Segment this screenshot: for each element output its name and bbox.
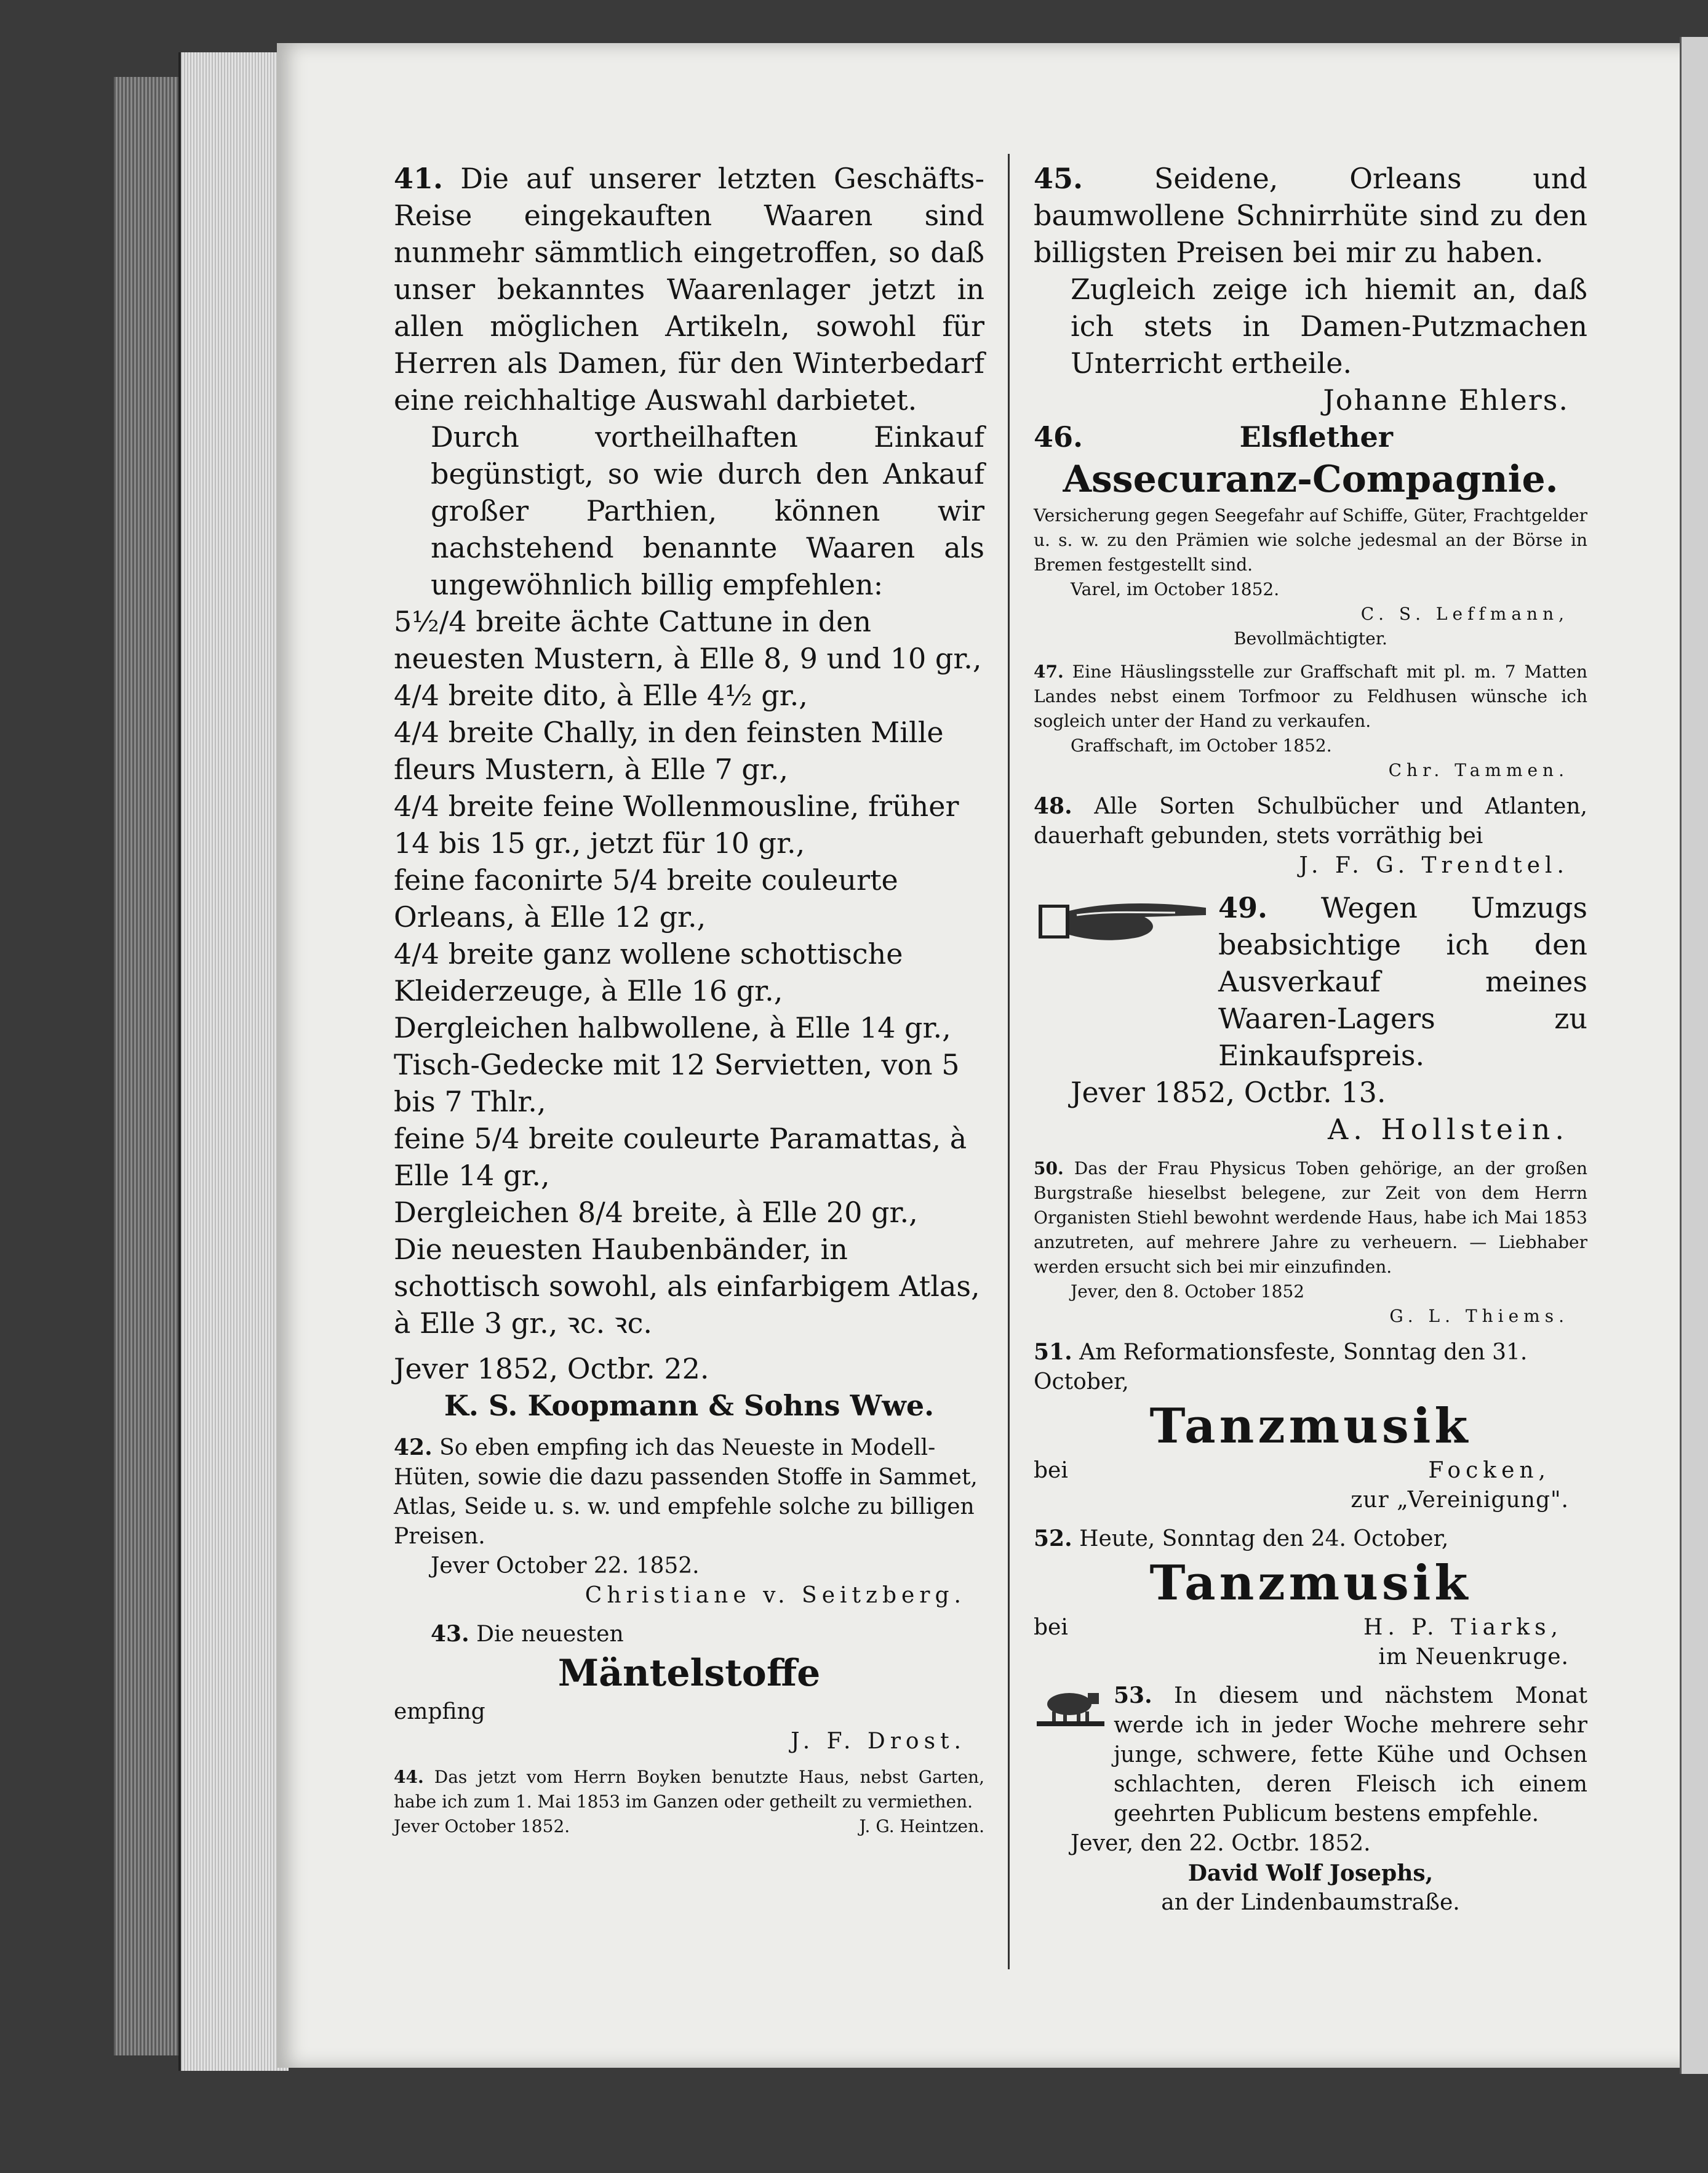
ad-signature: K. S. Koopmann & Sohns Wwe. xyxy=(444,1389,935,1422)
ad-date: Jever October 22. 1852. xyxy=(431,1553,700,1579)
ad-signature: Chr. Tammen. xyxy=(1388,760,1569,780)
ad-45 xyxy=(1034,160,1587,418)
list-item: feine faconirte 5/4 breite couleurte Orleans, à Elle 12 gr., xyxy=(394,863,898,934)
ad-44-footer xyxy=(394,1814,984,1839)
ad-43-intro xyxy=(394,1619,984,1649)
ad-45-paragraph-1 xyxy=(1034,160,1587,271)
ad-number: 51. xyxy=(1034,1339,1072,1365)
list-item: Die neuesten Haubenbänder, in schottisch sowohl, als einfarbigem Atlas, à Elle 3 gr., ꝛc. ꝛc. xyxy=(394,1233,980,1340)
ad-text: Die neuesten xyxy=(476,1622,624,1647)
ad-signature: C. S. Leffmann, xyxy=(1360,604,1569,624)
ad-53-body xyxy=(1034,1681,1587,1829)
ad-text: Wegen Umzugs beabsichtige ich den Ausverkauf meines Waaren-Lagers zu Einkaufspreis. xyxy=(1218,891,1587,1072)
ad-number: 46. xyxy=(1034,420,1083,454)
ad-number: 42. xyxy=(394,1435,433,1460)
ad-41-item-list xyxy=(394,603,984,1342)
ad-signature: J. G. Heintzen. xyxy=(859,1816,984,1836)
ad-48 xyxy=(1034,791,1587,881)
ad-date: Jever, den 22. Octbr. 1852. xyxy=(1071,1831,1371,1856)
ad-text: So eben empfing ich das Neueste in Modell-Hüten, sowie die dazu passenden Stoffe in Sammet, Atlas, Seide u. s. w. und empfehle solche zu billigen Preisen. xyxy=(394,1435,978,1549)
ad-45-paragraph-2: Zugleich zeige ich hiemit an, daß ich stets in Damen-Putzmachen Unterricht ertheile. xyxy=(1071,273,1587,380)
ad-text: Heute, Sonntag den 24. October, xyxy=(1079,1526,1449,1551)
ad-number: 43. xyxy=(431,1621,469,1647)
ad-signature: G. L. Thiems. xyxy=(1389,1306,1569,1326)
ad-number: 44. xyxy=(394,1767,424,1787)
list-item: 4/4 breite dito, à Elle 4½ gr., xyxy=(394,679,808,712)
ad-52-bei-line xyxy=(1034,1613,1587,1643)
ad-number: 53. xyxy=(1114,1683,1152,1708)
ad-date: Jever 1852, Octbr. 22. xyxy=(394,1352,709,1385)
list-item: 4/4 breite ganz wollene schottische Kleiderzeuge, à Elle 16 gr., xyxy=(394,937,903,1007)
right-column xyxy=(1034,160,1587,1918)
ad-41-paragraph-2: Durch vortheilhaften Einkauf begünstigt, so wie durch den Ankauf großer Parthien, können wir nachstehend benannte Waaren als ungewöhnlich billig empfehlen: xyxy=(431,420,984,601)
ad-number: 45. xyxy=(1034,162,1083,195)
ad-signature: Focken, xyxy=(1428,1458,1550,1483)
ad-text: In diesem und nächstem Monat werde ich in jeder Woche mehrere sehr junge, schwere, fette Kühe und Ochsen schlachten, deren Fleisch ich einem geehrten Publicum bestens empfehle. xyxy=(1114,1683,1587,1827)
ad-43 xyxy=(394,1619,984,1756)
ad-47 xyxy=(1034,660,1587,783)
ad-53 xyxy=(1034,1681,1587,1918)
ad-53-text xyxy=(1114,1681,1587,1829)
ad-41-paragraph-1 xyxy=(394,160,984,418)
ad-52 xyxy=(1034,1524,1587,1672)
ad-date: Jever, den 8. October 1852 xyxy=(1071,1281,1305,1302)
ad-text: Alle Sorten Schulbücher und Atlanten, dauerhaft gebunden, stets vorräthig bei xyxy=(1034,794,1588,849)
ad-text: Versicherung gegen Seegefahr auf Schiffe, Güter, Frachtgelder u. s. w. zu den Prämien wie solche jedesmal an der Börse in Bremen festgestellt sind. xyxy=(1034,505,1587,575)
ad-text: Eine Häuslingsstelle zur Graffschaft mit pl. m. 7 Matten Landes nebst einem Torfmoor zu Feldhusen wünsche ich sogleich unter der Hand zu verkaufen. xyxy=(1034,662,1587,731)
ad-42 xyxy=(394,1433,984,1611)
ad-text: empfing xyxy=(394,1699,485,1724)
ad-51-text xyxy=(1034,1337,1587,1397)
ad-date: Varel, im October 1852. xyxy=(1071,579,1280,599)
ad-date: Jever October 1852. xyxy=(394,1816,570,1836)
ad-49-body xyxy=(1034,889,1587,1074)
ad-place: zur „Vereinigung". xyxy=(1351,1487,1569,1513)
ad-number: 52. xyxy=(1034,1526,1072,1551)
ad-signature: H. P. Tiarks, xyxy=(1363,1615,1563,1640)
ad-text: Seidene, Orleans und baumwollene Schnirrhüte sind zu den billigsten Preisen bei mir zu haben. xyxy=(1034,162,1587,269)
list-item: 5½/4 breite ächte Cattune in den neuesten Mustern, à Elle 8, 9 und 10 gr., xyxy=(394,605,982,675)
ad-address: an der Lindenbaumstraße. xyxy=(1161,1890,1460,1915)
ad-52-text xyxy=(1034,1524,1587,1554)
ad-42-text xyxy=(394,1433,984,1551)
ad-48-text xyxy=(1034,791,1587,851)
ad-signature: David Wolf Josephs, xyxy=(1187,1860,1434,1886)
ad-46 xyxy=(1034,418,1587,651)
ad-text: Die auf unserer letzten Geschäfts-Reise eingekauften Waaren sind nunmehr sämmtlich eingetroffen, so daß unser bekanntes Waarenlager jetzt in allen möglichen Artikeln, sowohl für Herren als Damen, für den Winterbedarf eine reichhaltige Auswahl darbietet. xyxy=(394,162,985,417)
ad-44-text xyxy=(394,1765,984,1814)
ad-headline: Mäntelstoffe xyxy=(557,1652,821,1695)
ad-number: 49. xyxy=(1218,891,1268,924)
ad-signature: Christiane v. Seitzberg. xyxy=(585,1583,966,1608)
ad-49 xyxy=(1034,889,1587,1148)
ad-signature: J. F. G. Trendtel. xyxy=(1299,853,1569,878)
ad-number: 48. xyxy=(1034,793,1072,819)
ad-text: bei xyxy=(1034,1458,1068,1483)
left-column xyxy=(394,160,984,1839)
ad-44 xyxy=(394,1765,984,1839)
list-item: Tisch-Gedecke mit 12 Servietten, von 5 bis 7 Thlr., xyxy=(394,1048,960,1118)
ad-place: im Neuenkruge. xyxy=(1378,1644,1569,1670)
ad-50-text xyxy=(1034,1156,1587,1279)
ad-49-text xyxy=(1218,889,1587,1074)
ad-text: Das jetzt vom Herrn Boyken benutzte Haus, nebst Garten, habe ich zum 1. Mai 1853 im Ganzen oder getheilt zu vermiethen. xyxy=(394,1767,984,1812)
list-item: feine 5/4 breite couleurte Paramattas, à Elle 14 gr., xyxy=(394,1122,967,1192)
list-item: 4/4 breite Chally, in den feinsten Mille fleurs Mustern, à Elle 7 gr., xyxy=(394,716,944,786)
ad-51 xyxy=(1034,1337,1587,1515)
ad-headline: Tanzmusik xyxy=(1149,1398,1472,1454)
ad-date: Graffschaft, im October 1852. xyxy=(1071,735,1332,756)
ad-signature: Johanne Ehlers. xyxy=(1323,383,1569,417)
ad-date: Jever 1852, Octbr. 13. xyxy=(1071,1076,1386,1109)
ox-icon xyxy=(1034,1681,1107,1730)
list-item: Dergleichen halbwollene, à Elle 14 gr., xyxy=(394,1011,951,1044)
ad-number: 41. xyxy=(394,162,444,195)
ad-number: 47. xyxy=(1034,662,1064,682)
ad-50 xyxy=(1034,1156,1587,1329)
column-divider xyxy=(1008,154,1010,1969)
ad-41 xyxy=(394,160,984,1424)
ad-46-line1 xyxy=(1034,418,1587,455)
ad-signature-role: Bevollmächtigter. xyxy=(1234,628,1387,649)
ad-text: Elsflether xyxy=(1239,420,1393,454)
ad-text: bei xyxy=(1034,1615,1068,1640)
facing-page-edge xyxy=(1680,37,1708,2074)
ad-47-text xyxy=(1034,660,1587,734)
ad-headline: Assecuranz-Compagnie. xyxy=(1063,458,1558,501)
list-item: 4/4 breite feine Wollenmousline, früher 14 bis 15 gr., jetzt für 10 gr., xyxy=(394,790,959,860)
page-stack-edge xyxy=(178,52,289,2071)
ad-text: Am Reformationsfeste, Sonntag den 31. October, xyxy=(1034,1340,1528,1395)
ad-number: 50. xyxy=(1034,1158,1064,1179)
ad-headline: Tanzmusik xyxy=(1149,1555,1472,1611)
ad-51-bei-line xyxy=(1034,1456,1587,1486)
list-item: Dergleichen 8/4 breite, à Elle 20 gr., xyxy=(394,1196,918,1229)
ad-signature: A. Hollstein. xyxy=(1328,1113,1569,1146)
pointing-hand-icon xyxy=(1034,889,1212,951)
ad-signature: J. F. Drost. xyxy=(791,1729,966,1754)
ad-text: Das der Frau Physicus Toben gehörige, an der großen Burgstraße hieselbst belegene, zur Zeit von dem Herrn Organisten Stiehl bewohnt werdende Haus, habe ich Mai 1853 anzutreten, auf mehrere Jahre zu verheuern. — Liebhaber werden ersucht sich bei mir einzufinden. xyxy=(1034,1158,1587,1277)
